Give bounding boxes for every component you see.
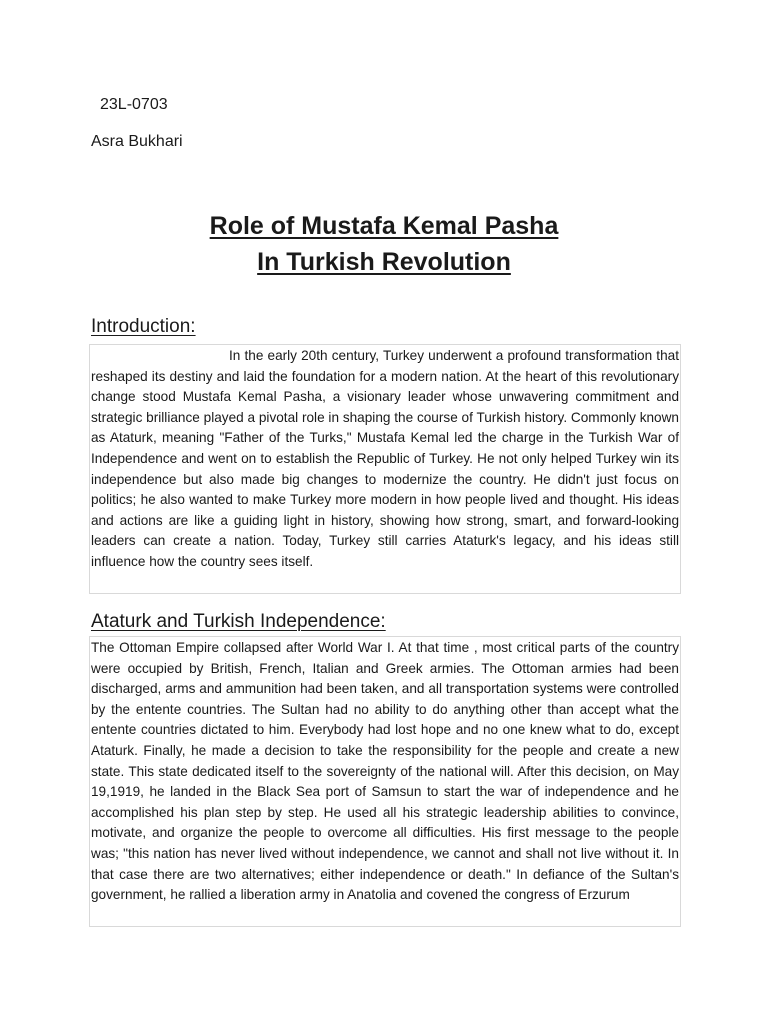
document-title xyxy=(0,208,768,280)
section-body-introduction xyxy=(89,344,681,594)
student-id: 23L-0703 xyxy=(100,96,168,113)
introduction-text: In the early 20th century, Turkey underwent a profound transformation that reshaped its destiny and laid the foundation for a modern nation. At the heart of this revolutionary change stood Mustafa Kemal Pasha, a visionary leader whose unwavering commitment and strategic brilliance played a pivotal role in shaping the course of Turkish history. Commonly known as Ataturk, meaning "Father of the Turks," Mustafa Kemal led the charge in the Turkish War of Independence and went on to establish the Republic of Turkey. He not only helped Turkey win its independence but also made big changes to modernize the country. He didn't just focus on politics; he also wanted to make Turkey more modern in how people lived and thought. His ideas and actions are like a guiding light in history, showing how strong, smart, and forward-looking leaders can create a nation. Today, Turkey still carries Ataturk's legacy, and his ideas still influence how the country sees itself. xyxy=(91,348,679,569)
section-heading-introduction: Introduction: xyxy=(91,316,196,337)
student-name: Asra Bukhari xyxy=(91,133,183,150)
section-body-independence xyxy=(89,636,681,927)
independence-text: The Ottoman Empire collapsed after World War I. At that time , most critical parts of the country were occupied by British, French, Italian and Greek armies. The Ottoman armies had been discharged, arms and ammunition had been taken, and all transportation systems were controlled by the entente countries. The Sultan had no ability to do anything other than accept what the entente countries dictated to him. Everybody had lost hope and no one knew what to do, except Ataturk. Finally, he made a decision to take the responsibility for the people and create a new state. This state dedicated itself to the sovereignty of the national will. After this decision, on May 19,1919, he landed in the Black Sea port of Samsun to start the war of independence and he accomplished his plan step by step. He used all his strategic leadership abilities to convince, motivate, and organize the people to overcome all difficulties. His first message to the people was; "this nation has never lived without independence, we cannot and shall not live without it. In that case there are two alternatives; either independence or death." In defiance of the Sultan's government, he rallied a liberation army in Anatolia and covened the congress of Erzurum xyxy=(91,640,679,903)
title-line-1: Role of Mustafa Kemal Pasha xyxy=(209,212,559,240)
title-line-2: In Turkish Revolution xyxy=(257,248,511,276)
section-heading-independence: Ataturk and Turkish Independence: xyxy=(91,611,386,632)
